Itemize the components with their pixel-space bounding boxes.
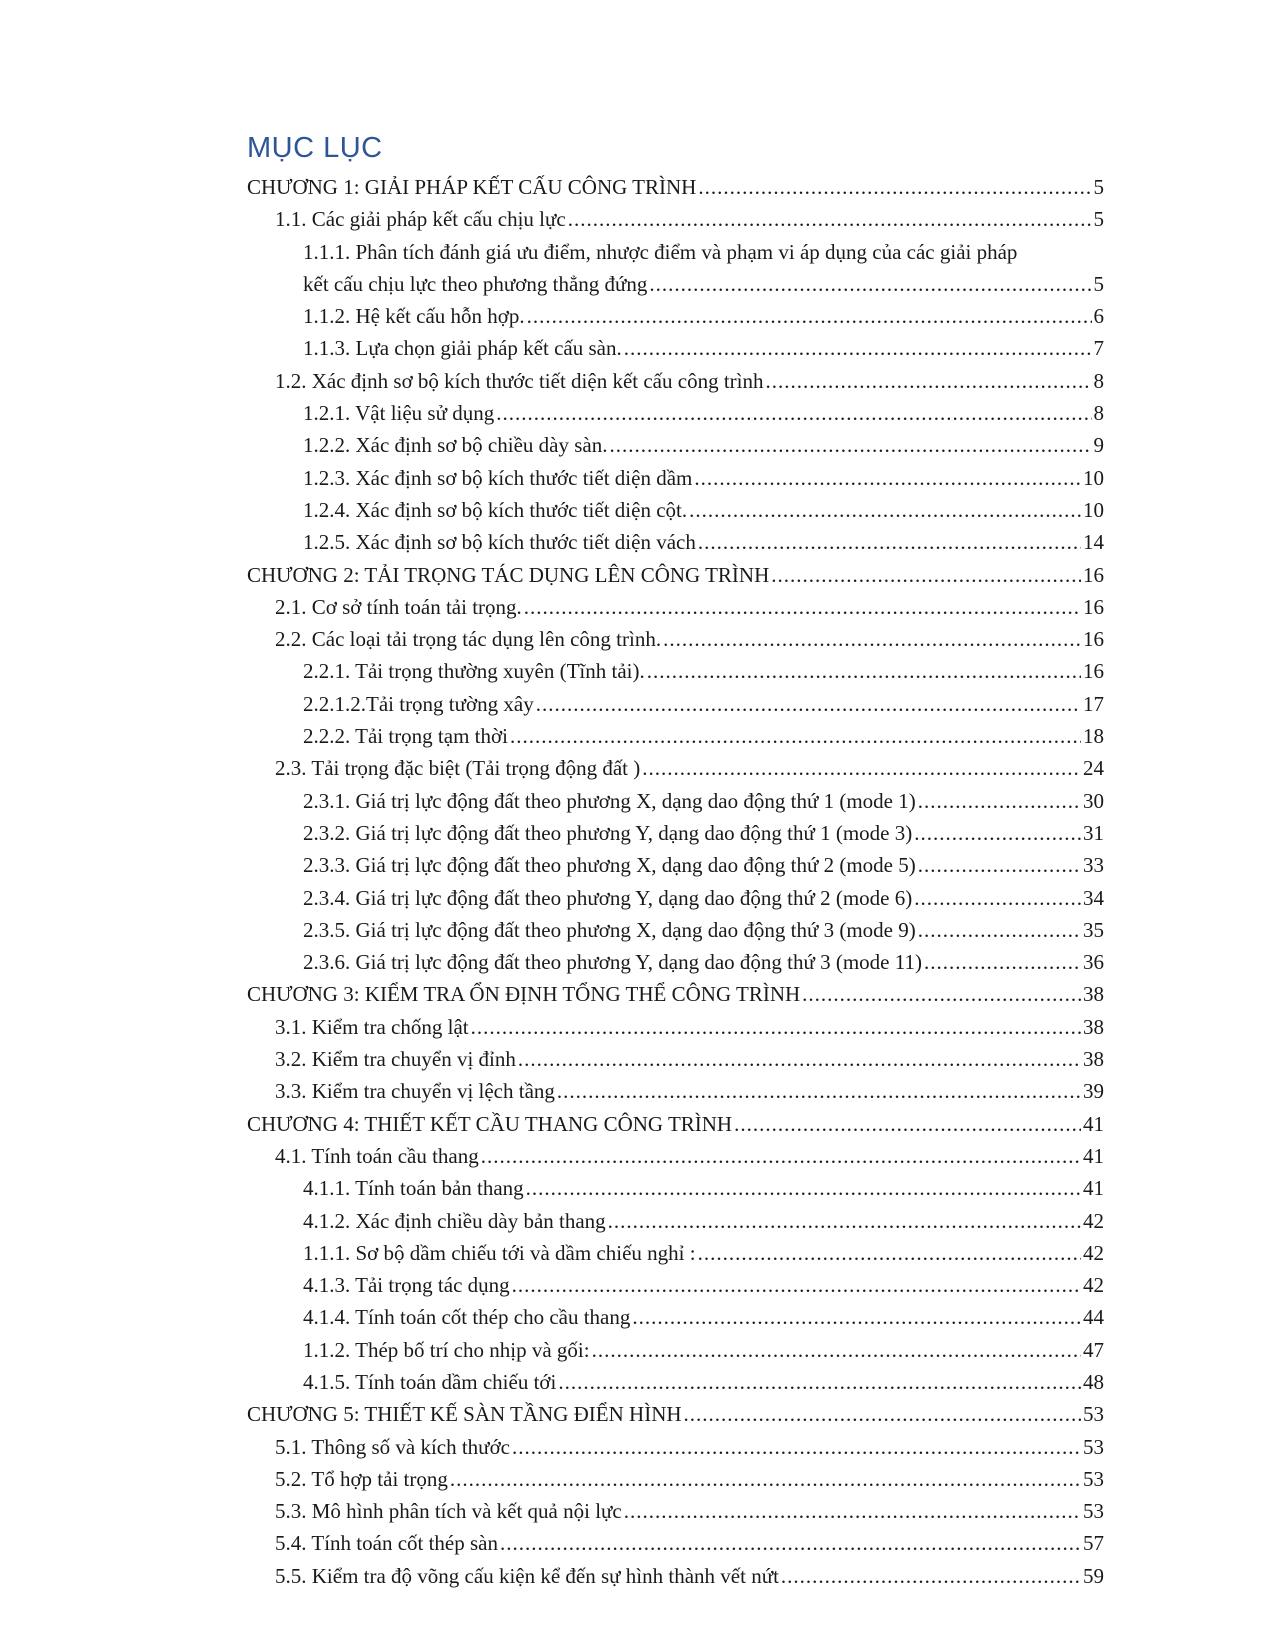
toc-entry[interactable]: [247, 559, 1104, 591]
toc-entry[interactable]: [247, 494, 1104, 526]
toc-entry[interactable]: [247, 817, 1104, 849]
toc-page-number: 41: [1083, 1111, 1104, 1136]
dot-leader: [918, 785, 1081, 817]
toc-entry[interactable]: [247, 1431, 1104, 1463]
toc-page-number: 47: [1083, 1337, 1104, 1362]
toc-entry-text: 1.1. Các giải pháp kết cấu chịu lực: [275, 207, 566, 232]
dot-leader: [481, 1140, 1081, 1172]
toc-entry-text: 5.5. Kiểm tra độ võng cấu kiện kể đến sự hình thành vết nứt: [275, 1563, 779, 1588]
dot-leader: [557, 1075, 1081, 1107]
toc-page-number: 42: [1083, 1208, 1104, 1233]
dot-leader: [632, 1301, 1081, 1333]
dot-leader: [624, 332, 1092, 364]
toc-entry[interactable]: [247, 1334, 1104, 1366]
toc-entry-text: 5.1. Thông số và kích thước: [275, 1434, 510, 1459]
dot-leader: [558, 1366, 1081, 1398]
toc-entry[interactable]: [247, 849, 1104, 881]
toc-heading: MỤC LỤC: [247, 132, 383, 164]
dot-leader: [526, 1172, 1081, 1204]
toc-page-number: 33: [1083, 853, 1104, 878]
toc-entry[interactable]: [247, 1495, 1104, 1527]
dot-leader: [684, 1398, 1081, 1430]
toc-entry-text: 4.1.4. Tính toán cốt thép cho cầu thang: [303, 1305, 631, 1330]
toc-entry-text: 3.1. Kiểm tra chống lật: [275, 1014, 469, 1039]
toc-page-number: 14: [1083, 530, 1104, 555]
toc-page-number: 36: [1083, 950, 1104, 975]
toc-entry[interactable]: [247, 332, 1104, 364]
dot-leader: [624, 1495, 1081, 1527]
toc-entry[interactable]: [247, 623, 1104, 655]
dot-leader: [512, 1269, 1081, 1301]
toc-page-number: 16: [1083, 659, 1104, 684]
toc-page-number: 31: [1083, 820, 1104, 845]
toc-entry[interactable]: [247, 914, 1104, 946]
toc-entry[interactable]: [247, 882, 1104, 914]
toc-entry-text: 2.3.5. Giá trị lực động đất theo phương X, dạng dao động thứ 3 (mode 9): [303, 917, 916, 942]
dot-leader: [918, 849, 1081, 881]
toc-page-number: 53: [1083, 1434, 1104, 1459]
dot-leader: [518, 1043, 1081, 1075]
dot-leader: [608, 1205, 1081, 1237]
toc-page-number: 6: [1093, 304, 1104, 329]
toc-entry[interactable]: [247, 1269, 1104, 1301]
toc-entry[interactable]: [247, 1043, 1104, 1075]
toc-entry[interactable]: [247, 720, 1104, 752]
toc-entry[interactable]: [247, 203, 1104, 235]
toc-page-number: 41: [1083, 1143, 1104, 1168]
toc-entry-text: 4.1.3. Tải trọng tác dụng: [303, 1273, 510, 1298]
toc-entry[interactable]: [247, 688, 1104, 720]
toc-entry-text: 1.1.1. Sơ bộ dầm chiếu tới và dầm chiếu nghỉ :: [303, 1240, 696, 1265]
toc-entry[interactable]: [247, 1108, 1104, 1140]
toc-entry-text: 4.1.5. Tính toán dầm chiếu tới: [303, 1369, 557, 1394]
toc-page-number: 17: [1083, 691, 1104, 716]
dot-leader: [734, 1108, 1081, 1140]
toc-entry-text: 1.2.5. Xác định sơ bộ kích thước tiết diện vách: [303, 530, 696, 555]
toc-entry-text: CHƯƠNG 1: GIẢI PHÁP KẾT CẤU CÔNG TRÌNH: [247, 175, 697, 199]
dot-leader: [500, 1527, 1081, 1559]
toc-entry-text: 1.1.2. Thép bố trí cho nhịp và gối:: [303, 1337, 590, 1362]
toc-page-number: 16: [1083, 627, 1104, 652]
toc-entry-text: 2.3.4. Giá trị lực động đất theo phương Y, dạng dao động thứ 2 (mode 6): [303, 885, 913, 910]
dot-leader: [536, 688, 1081, 720]
toc-entry-text: 2.3. Tải trọng đặc biệt (Tải trọng động đất ): [275, 756, 641, 781]
toc-entry-text: 2.3.3. Giá trị lực động đất theo phương X, dạng dao động thứ 2 (mode 5): [303, 853, 916, 878]
toc-page-number: 7: [1093, 336, 1104, 361]
toc-entry[interactable]: [247, 171, 1104, 203]
table-of-contents: [247, 171, 1104, 1592]
toc-entry[interactable]: [247, 462, 1104, 494]
toc-entry[interactable]: [247, 1237, 1104, 1269]
dot-leader: [781, 1560, 1081, 1592]
toc-entry-text: 2.2.1.2.Tải trọng tường xây: [303, 691, 534, 716]
toc-page-number: 53: [1083, 1402, 1104, 1427]
toc-page-number: 39: [1083, 1079, 1104, 1104]
toc-entry-text: 3.3. Kiểm tra chuyển vị lệch tầng: [275, 1079, 555, 1104]
toc-page-number: 42: [1083, 1240, 1104, 1265]
dot-leader: [914, 882, 1081, 914]
toc-entry-text: 4.1. Tính toán cầu thang: [275, 1143, 479, 1168]
toc-entry[interactable]: [247, 236, 1104, 301]
toc-page-number: 30: [1083, 788, 1104, 813]
dot-leader: [471, 1011, 1081, 1043]
toc-entry[interactable]: [247, 946, 1104, 978]
toc-entry-text: CHƯƠNG 3: KIỂM TRA ỔN ĐỊNH TỔNG THỂ CÔNG TRÌNH: [247, 982, 801, 1007]
toc-page-number: 34: [1083, 885, 1104, 910]
toc-entry[interactable]: [247, 1011, 1104, 1043]
dot-leader: [802, 978, 1081, 1010]
toc-entry-text: 1.2.1. Vật liệu sử dụng: [303, 401, 495, 426]
toc-page-number: 5: [1093, 271, 1104, 296]
toc-entry-text: 2.2. Các loại tải trọng tác dụng lên công trình.: [275, 627, 662, 652]
toc-entry[interactable]: [247, 1398, 1104, 1430]
toc-entry-text: 2.3.2. Giá trị lực động đất theo phương Y, dạng dao động thứ 1 (mode 3): [303, 820, 913, 845]
toc-page-number: 42: [1083, 1273, 1104, 1298]
toc-page-number: 38: [1083, 1047, 1104, 1072]
toc-entry-text: 1.2.2. Xác định sơ bộ chiều dày sàn.: [303, 433, 608, 458]
toc-entry-text: 5.2. Tổ hợp tải trọng: [275, 1466, 448, 1491]
dot-leader: [689, 494, 1081, 526]
toc-entry-text: 2.2.2. Tải trọng tạm thời: [303, 724, 508, 749]
toc-entry[interactable]: [247, 1075, 1104, 1107]
toc-entry-text: 2.2.1. Tải trọng thường xuyên (Tĩnh tải).: [303, 659, 645, 684]
dot-leader: [663, 623, 1081, 655]
toc-entry[interactable]: [247, 752, 1104, 784]
dot-leader: [524, 591, 1081, 623]
toc-entry[interactable]: [247, 1463, 1104, 1495]
toc-page-number: 35: [1083, 917, 1104, 942]
toc-page-number: 16: [1083, 562, 1104, 587]
toc-page-number: 38: [1083, 982, 1104, 1007]
toc-entry-text: 4.1.1. Tính toán bản thang: [303, 1176, 524, 1201]
toc-entry-text: 4.1.2. Xác định chiều dày bản thang: [303, 1208, 606, 1233]
toc-entry[interactable]: [247, 1301, 1104, 1333]
dot-leader: [918, 914, 1081, 946]
dot-leader: [527, 300, 1092, 332]
dot-leader: [592, 1334, 1081, 1366]
toc-entry-text: 1.1.1. Phân tích đánh giá ưu điểm, nhược điểm và phạm vi áp dụng của các giải pháp: [303, 239, 1018, 264]
dot-leader: [914, 817, 1081, 849]
toc-page-number: 8: [1093, 368, 1104, 393]
toc-entry-text: 2.3.6. Giá trị lực động đất theo phương Y, dạng dao động thứ 3 (mode 11): [303, 950, 922, 975]
toc-entry-text: 5.4. Tính toán cốt thép sàn: [275, 1531, 498, 1556]
toc-entry[interactable]: [247, 526, 1104, 558]
toc-entry-text: CHƯƠNG 4: THIẾT KẾT CẦU THANG CÔNG TRÌNH: [247, 1111, 733, 1136]
toc-page-number: 38: [1083, 1014, 1104, 1039]
toc-entry-text: 1.2.3. Xác định sơ bộ kích thước tiết diện dầm: [303, 465, 693, 490]
toc-page-number: 24: [1083, 756, 1104, 781]
toc-entry-text: 1.2. Xác định sơ bộ kích thước tiết diện kết cấu công trình: [275, 368, 764, 393]
toc-entry[interactable]: [247, 1172, 1104, 1204]
toc-page-number: 10: [1083, 497, 1104, 522]
dot-leader: [698, 1237, 1081, 1269]
toc-entry[interactable]: [247, 591, 1104, 623]
dot-leader: [568, 203, 1092, 235]
toc-entry-text: 1.2.4. Xác định sơ bộ kích thước tiết diện cột.: [303, 497, 688, 522]
toc-page-number: 44: [1083, 1305, 1104, 1330]
dot-leader: [510, 720, 1081, 752]
toc-entry[interactable]: [247, 655, 1104, 687]
toc-entry-text: kết cấu chịu lực theo phương thẳng đứng: [303, 271, 648, 296]
dot-leader: [698, 171, 1091, 203]
dot-leader: [924, 946, 1081, 978]
dot-leader: [649, 268, 1091, 300]
dot-leader: [450, 1463, 1081, 1495]
toc-page-number: 5: [1093, 207, 1104, 232]
toc-entry-text: CHƯƠNG 5: THIẾT KẾ SÀN TẦNG ĐIỂN HÌNH: [247, 1402, 682, 1427]
toc-entry-text: CHƯƠNG 2: TẢI TRỌNG TÁC DỤNG LÊN CÔNG TRÌNH: [247, 562, 770, 587]
toc-page-number: 8: [1093, 401, 1104, 426]
toc-page-number: 57: [1083, 1531, 1104, 1556]
toc-entry[interactable]: [247, 1140, 1104, 1172]
dot-leader: [765, 365, 1091, 397]
toc-entry[interactable]: [247, 397, 1104, 429]
toc-entry[interactable]: [247, 1205, 1104, 1237]
dot-leader: [609, 429, 1091, 461]
toc-page-number: 16: [1083, 594, 1104, 619]
toc-entry[interactable]: [247, 785, 1104, 817]
dot-leader: [698, 526, 1081, 558]
toc-entry[interactable]: [247, 365, 1104, 397]
dot-leader: [647, 655, 1081, 687]
toc-page-number: 5: [1093, 175, 1104, 199]
toc-page-number: 18: [1083, 724, 1104, 749]
toc-entry-text: 5.3. Mô hình phân tích và kết quả nội lực: [275, 1499, 622, 1524]
toc-page-number: 48: [1083, 1369, 1104, 1394]
dot-leader: [694, 462, 1081, 494]
toc-entry[interactable]: [247, 1560, 1104, 1592]
toc-entry[interactable]: [247, 978, 1104, 1010]
toc-page-number: 53: [1083, 1466, 1104, 1491]
toc-page-number: 53: [1083, 1499, 1104, 1524]
toc-entry-text: 1.1.2. Hệ kết cấu hỗn hợp.: [303, 304, 525, 329]
toc-page-number: 9: [1093, 433, 1104, 458]
toc-entry-text: 2.1. Cơ sở tính toán tải trọng.: [275, 594, 522, 619]
toc-page-number: 41: [1083, 1176, 1104, 1201]
dot-leader: [496, 397, 1091, 429]
toc-entry-text: 1.1.3. Lựa chọn giải pháp kết cấu sàn.: [303, 336, 622, 361]
toc-entry-text: 3.2. Kiểm tra chuyển vị đỉnh: [275, 1047, 516, 1072]
dot-leader: [771, 559, 1081, 591]
toc-page-number: 59: [1083, 1563, 1104, 1588]
toc-entry[interactable]: [247, 1527, 1104, 1559]
dot-leader: [642, 752, 1081, 784]
toc-entry[interactable]: [247, 1366, 1104, 1398]
dot-leader: [512, 1431, 1081, 1463]
toc-entry[interactable]: [247, 429, 1104, 461]
toc-entry-text: 2.3.1. Giá trị lực động đất theo phương X, dạng dao động thứ 1 (mode 1): [303, 788, 916, 813]
toc-entry[interactable]: [247, 300, 1104, 332]
toc-page-number: 10: [1083, 465, 1104, 490]
